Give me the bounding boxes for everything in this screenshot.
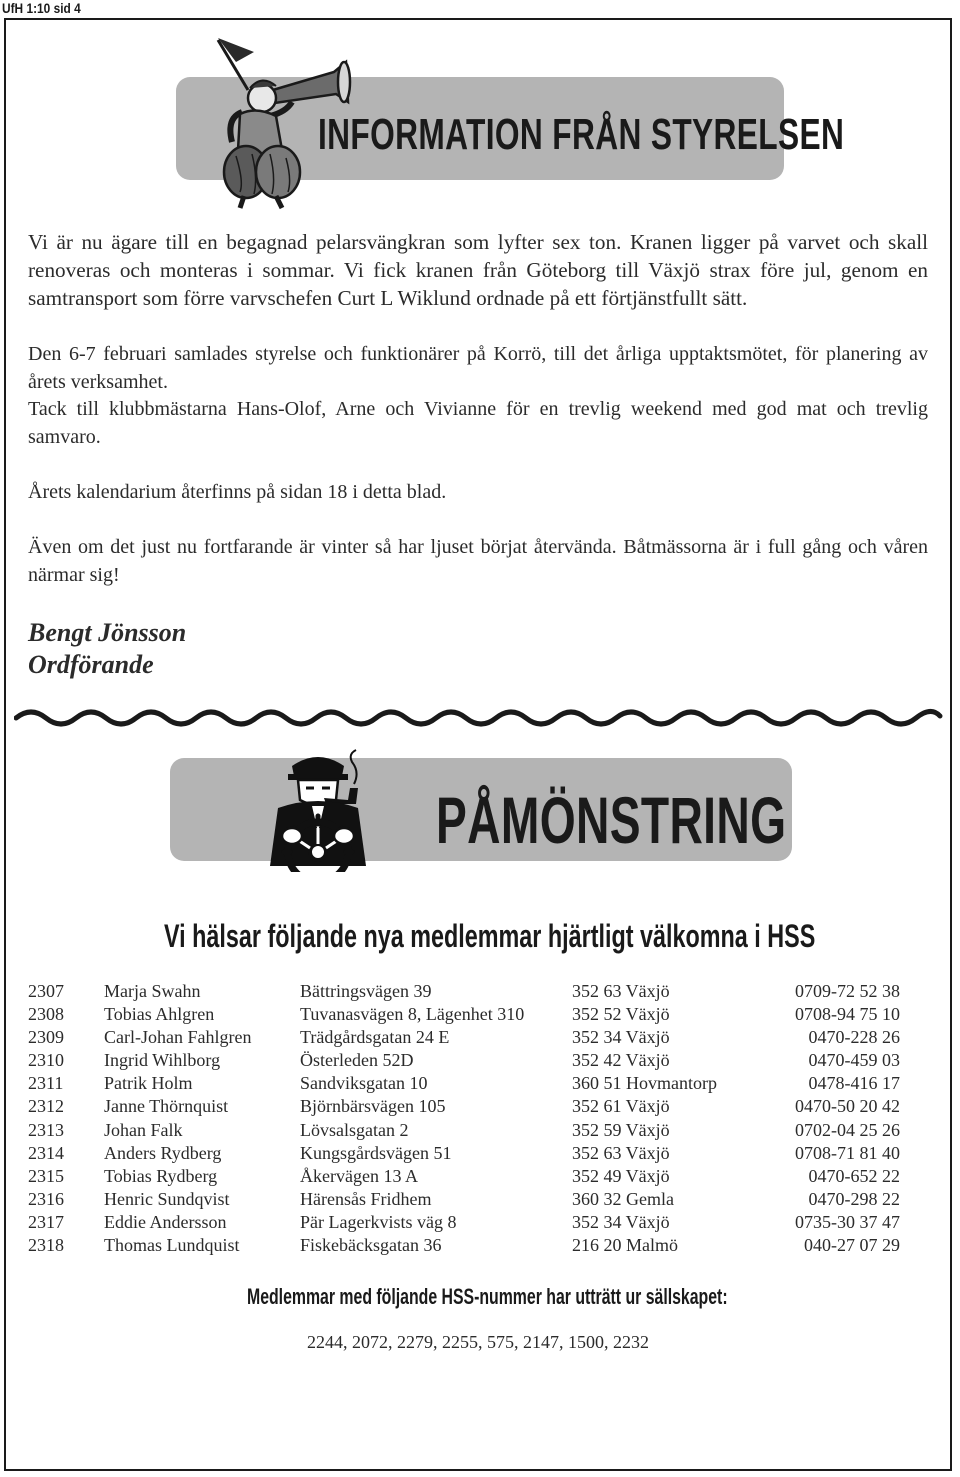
member-city: 352 61 Växjö — [572, 1096, 670, 1117]
member-name: Tobias Rydberg — [104, 1165, 218, 1186]
member-name: Thomas Lundquist — [104, 1235, 240, 1256]
table-row — [28, 1027, 908, 1050]
member-address: Lövsalsgatan 2 — [300, 1119, 409, 1140]
members-title: PÅMÖNSTRING — [436, 783, 787, 857]
info-paragraph-5: Även om det just nu fortfarande är vinter så har ljuset börjat återvända. Båtmässorna är i full gång och våren närmar sig! — [28, 536, 928, 586]
wave-divider-icon — [14, 704, 944, 730]
member-phone: 0470-228 26 — [808, 1027, 900, 1048]
member-name: Janne Thörnquist — [104, 1096, 229, 1117]
member-address: Bättringsvägen 39 — [300, 981, 432, 1001]
member-phone: 0470-50 20 42 — [795, 1096, 900, 1117]
member-phone: 0708-71 81 40 — [795, 1142, 900, 1163]
member-number: 2318 — [28, 1235, 64, 1256]
info-paragraph-2: Den 6-7 februari samlades styrelse och funktionärer på Korrö, till det årliga upptaktsmötet, för planering av årets verksamhet. — [28, 343, 928, 393]
captain-at-helm-icon — [262, 748, 392, 872]
member-address: Österleden 52D — [300, 1050, 414, 1071]
member-city: 360 32 Gemla — [572, 1188, 674, 1209]
member-name: Anders Rydberg — [104, 1142, 222, 1163]
member-phone: 040-27 07 29 — [804, 1235, 900, 1256]
member-number: 2317 — [28, 1211, 64, 1232]
member-number: 2309 — [28, 1027, 64, 1048]
member-address: Fiskebäcksgatan 36 — [300, 1235, 442, 1256]
resigned-numbers: 2244, 2072, 2279, 2255, 575, 2147, 1500, 2232 — [307, 1332, 649, 1352]
resigned-title: Medlemmar med följande HSS-nummer har utträtt ur sällskapet: — [247, 1284, 728, 1309]
signature-role: Ordförande — [28, 650, 154, 679]
member-address: Björnbärsvägen 105 — [300, 1096, 446, 1117]
member-number: 2308 — [28, 1004, 64, 1025]
page-marker: UfH 1:10 sid 4 — [2, 0, 81, 16]
member-name: Tobias Ahlgren — [104, 1004, 215, 1025]
member-number: 2313 — [28, 1119, 64, 1140]
member-name: Henric Sundqvist — [104, 1188, 230, 1209]
member-number: 2307 — [28, 981, 64, 1001]
member-name: Ingrid Wihlborg — [104, 1050, 221, 1071]
info-paragraph-3: Tack till klubbmästarna Hans-Olof, Arne och Vivianne för en trevlig weekend med god mat och trevlig samvaro. — [28, 398, 928, 448]
member-city: 352 63 Växjö — [572, 981, 670, 1001]
member-address: Åkervägen 13 A — [300, 1165, 418, 1186]
member-address: Sandviksgatan 10 — [300, 1073, 428, 1094]
member-number: 2311 — [28, 1073, 64, 1094]
table-row — [28, 1096, 908, 1119]
table-row — [28, 1235, 908, 1258]
table-row — [28, 1050, 908, 1073]
member-phone: 0478-416 17 — [808, 1073, 900, 1094]
table-row — [28, 1004, 908, 1027]
member-phone: 0470-652 22 — [808, 1165, 900, 1186]
member-city: 352 34 Växjö — [572, 1211, 670, 1232]
member-city: 352 34 Växjö — [572, 1027, 670, 1048]
members-table — [28, 981, 908, 1258]
member-city: 352 42 Växjö — [572, 1050, 670, 1071]
member-phone: 0470-298 22 — [808, 1188, 900, 1209]
table-row — [28, 1166, 908, 1189]
signature-name: Bengt Jönsson — [28, 618, 187, 647]
member-phone: 0702-04 25 26 — [795, 1119, 900, 1140]
table-row — [28, 1212, 908, 1235]
table-row — [28, 1120, 908, 1143]
member-address: Trädgårdsgatan 24 E — [300, 1027, 450, 1048]
member-phone: 0708-94 75 10 — [795, 1004, 900, 1025]
member-name: Carl-Johan Fahlgren — [104, 1027, 252, 1048]
member-phone: 0735-30 37 47 — [795, 1211, 900, 1232]
member-number: 2312 — [28, 1096, 64, 1117]
member-city: 352 59 Växjö — [572, 1119, 670, 1140]
member-address: Härensås Fridhem — [300, 1188, 432, 1209]
member-name: Patrik Holm — [104, 1073, 193, 1094]
member-number: 2314 — [28, 1142, 64, 1163]
member-address: Tuvanasvägen 8, Lägenhet 310 — [300, 1004, 525, 1025]
info-paragraph-1: Vi är nu ägare till en begagnad pelarsvängkran som lyfter sex ton. Kranen ligger på varvet och skall renoveras och monteras i sommar. Vi fick kranen från Göteborg till Växjö strax före jul, genom en samtransport som förre varvschefen Curt L Wiklund ordnade på ett förtjänstfullt sätt. — [28, 230, 928, 310]
table-row — [28, 1143, 908, 1166]
member-name: Eddie Andersson — [104, 1211, 227, 1232]
table-row — [28, 981, 908, 1004]
member-address: Kungsgårdsvägen 51 — [300, 1142, 452, 1163]
member-city: 352 52 Växjö — [572, 1004, 670, 1025]
member-city: 360 51 Hovmantorp — [572, 1073, 717, 1094]
member-phone: 0470-459 03 — [808, 1050, 900, 1071]
info-title: INFORMATION FRÅN STYRELSEN — [318, 110, 845, 159]
member-address: Pär Lagerkvists väg 8 — [300, 1211, 457, 1232]
member-number: 2315 — [28, 1165, 64, 1186]
member-city: 352 63 Växjö — [572, 1142, 670, 1163]
table-row — [28, 1073, 908, 1096]
member-number: 2310 — [28, 1050, 64, 1071]
member-city: 216 20 Malmö — [572, 1235, 678, 1256]
member-name: Johan Falk — [104, 1119, 183, 1140]
member-phone: 0709-72 52 38 — [795, 981, 900, 1001]
member-number: 2316 — [28, 1188, 64, 1209]
member-city: 352 49 Växjö — [572, 1165, 670, 1186]
table-row — [28, 1189, 908, 1212]
members-subtitle: Vi hälsar följande nya medlemmar hjärtligt välkomna i HSS — [164, 918, 816, 954]
member-name: Marja Swahn — [104, 981, 201, 1001]
info-paragraph-4: Årets kalendarium återfinns på sidan 18 i detta blad. — [28, 481, 447, 503]
